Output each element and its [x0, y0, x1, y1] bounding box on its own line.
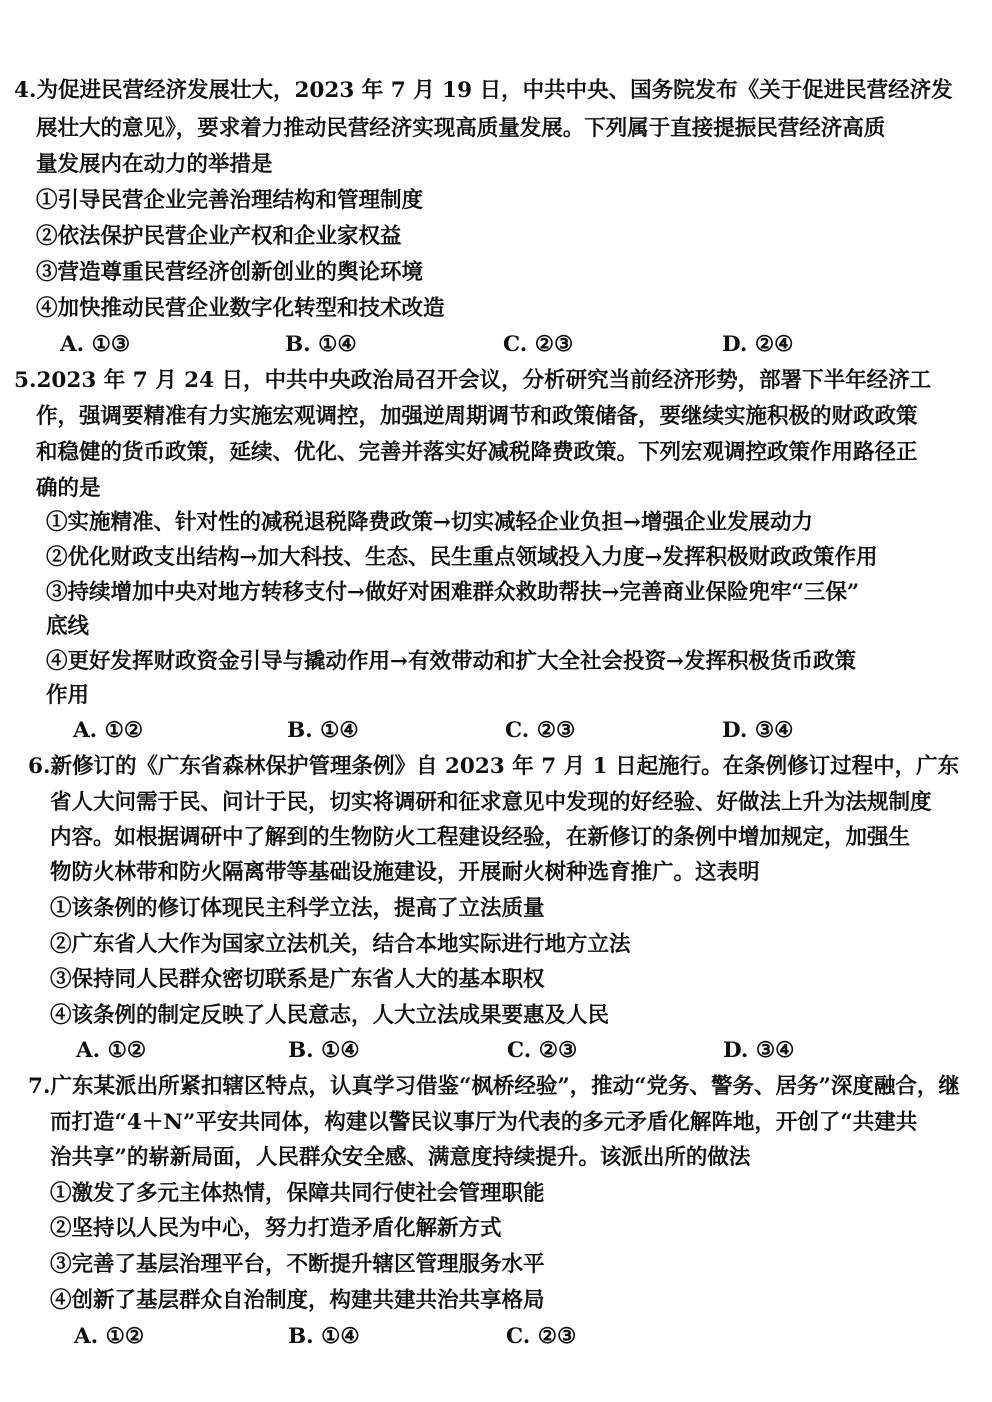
option-a[interactable]: A. ①② [73, 718, 144, 743]
statement-3: ③完善了基层治理平台，不断提升辖区管理服务水平 [50, 1252, 545, 1277]
statement-2: ②坚持以人民为中心，努力打造矛盾化解新方式 [50, 1216, 502, 1241]
statement-4: ④创新了基层群众自治制度，构建共建共治共享格局 [50, 1288, 545, 1313]
question-stem-line: 物防火林带和防火隔离带等基础设施建设，开展耐火树种选育推广。这表明 [50, 860, 760, 885]
question-stem-line: 治共享”的崭新局面，人民群众安全感、满意度持续提升。该派出所的做法 [50, 1145, 751, 1170]
option-c[interactable]: C. ②③ [503, 332, 574, 357]
statement-4: ④加快推动民营企业数字化转型和技术改造 [36, 296, 445, 321]
statement-3-continued: 底线 [46, 614, 90, 639]
question-stem-line: 确的是 [36, 476, 101, 501]
question-stem-line: 量发展内在动力的举措是 [36, 152, 273, 177]
option-c[interactable]: C. ②③ [505, 718, 576, 743]
question-stem-line: 和稳健的货币政策，延续、优化、完善并落实好减税降费政策。下列宏观调控政策作用路径正 [36, 440, 918, 465]
statement-4: ④该条例的制定反映了人民意志，人大立法成果要惠及人民 [50, 1003, 610, 1028]
option-d[interactable]: D. ③④ [722, 718, 794, 743]
statement-3: ③营造尊重民营经济创新创业的舆论环境 [36, 260, 424, 285]
question-stem-line: 作，强调要精准有力实施宏观调控，加强逆周期调节和政策储备，要继续实施积极的财政政策 [36, 404, 918, 429]
option-c[interactable]: C. ②③ [506, 1324, 577, 1349]
option-d[interactable]: D. ②④ [722, 332, 794, 357]
question-stem-line: 而打造“4＋N”平安共同体，构建以警民议事厅为代表的多元矛盾化解阵地，开创了“共建共 [50, 1110, 918, 1135]
option-d[interactable]: D. ③④ [723, 1038, 795, 1063]
question-stem-line: 5.2023 年 7 月 24 日，中共中央政治局召开会议，分析研究当前经济形势，部署下半年经济工 [14, 368, 932, 393]
option-a[interactable]: A. ①③ [60, 332, 131, 357]
option-b[interactable]: B. ①④ [288, 1038, 360, 1063]
question-stem-line: 6.新修订的《广东省森林保护管理条例》自 2023 年 7 月 1 日起施行。在条例修订过程中，广东 [28, 754, 960, 779]
option-c[interactable]: C. ②③ [507, 1038, 578, 1063]
option-b[interactable]: B. ①④ [287, 718, 359, 743]
statement-1: ①该条例的修订体现民主科学立法，提高了立法质量 [50, 896, 545, 921]
option-b[interactable]: B. ①④ [288, 1324, 360, 1349]
question-stem-line: 省人大问需于民、问计于民，切实将调研和征求意见中发现的好经验、好做法上升为法规制度 [50, 790, 932, 815]
statement-2: ②优化财政支出结构→加大科技、生态、民生重点领域投入力度→发挥积极财政政策作用 [46, 545, 878, 570]
statement-1: ①引导民营企业完善治理结构和管理制度 [36, 188, 424, 213]
statement-4-continued: 作用 [46, 683, 90, 708]
statement-1: ①激发了多元主体热情，保障共同行使社会管理职能 [50, 1181, 545, 1206]
statement-2: ②依法保护民营企业产权和企业家权益 [36, 224, 402, 249]
question-stem-line: 内容。如根据调研中了解到的生物防火工程建设经验，在新修订的条例中增加规定，加强生 [50, 825, 911, 850]
question-stem-line: 展壮大的意见》，要求着力推动民营经济实现高质量发展。下列属于直接提振民营经济高质 [36, 116, 886, 141]
option-a[interactable]: A. ①② [76, 1038, 147, 1063]
statement-1: ①实施精准、针对性的减税退税降费政策→切实减轻企业负担→增强企业发展动力 [46, 510, 814, 535]
statement-4: ④更好发挥财政资金引导与撬动作用→有效带动和扩大全社会投资→发挥积极货币政策 [46, 649, 857, 674]
question-stem-line: 7.广东某派出所紧扣辖区特点，认真学习借鉴“枫桥经验”，推动“党务、警务、居务”深度融合，继 [28, 1074, 960, 1099]
statement-3: ③保持同人民群众密切联系是广东省人大的基本职权 [50, 967, 545, 992]
statement-3: ③持续增加中央对地方转移支付→做好对困难群众救助帮扶→完善商业保险兜牢“三保” [46, 580, 860, 605]
option-a[interactable]: A. ①② [74, 1324, 145, 1349]
question-stem-line: 4.为促进民营经济发展壮大，2023 年 7 月 19 日，中共中央、国务院发布《关于促进民营经济发 [14, 78, 953, 103]
statement-2: ②广东省人大作为国家立法机关，结合本地实际进行地方立法 [50, 932, 631, 957]
option-b[interactable]: B. ①④ [285, 332, 357, 357]
